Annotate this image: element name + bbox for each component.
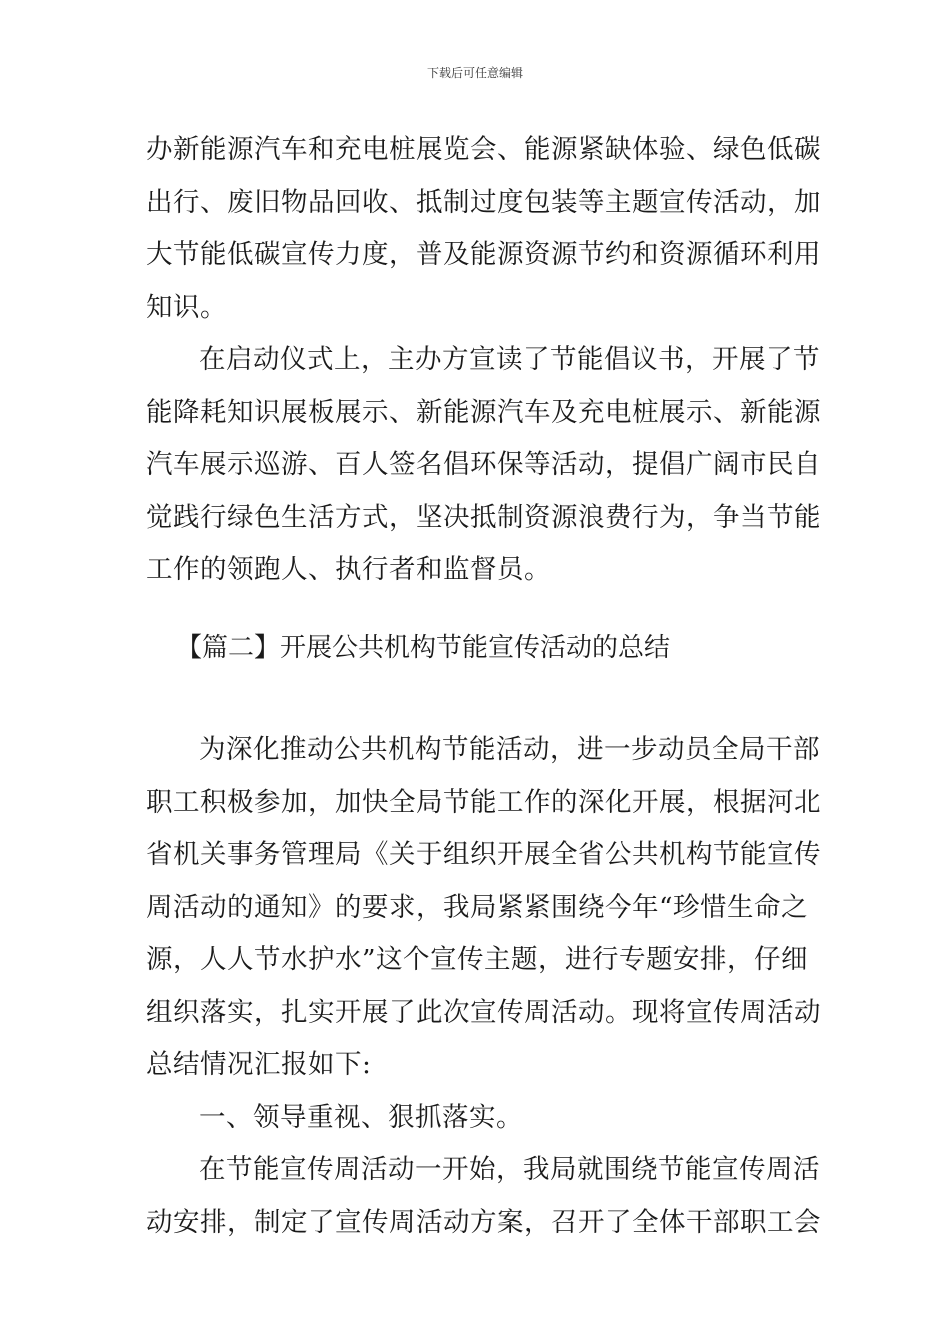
text-line: 大节能低碳宣传力度，普及能源资源节约和资源循环利用 <box>146 239 821 270</box>
text-line: 动安排，制定了宣传周活动方案，召开了全体干部职工会 <box>146 1206 821 1238</box>
body-section-2 <box>146 724 821 1249</box>
section-heading: 【篇二】开展公共机构节能宣传活动的总结 <box>176 633 671 663</box>
text-line: 能降耗知识展板展示、新能源汽车及充电桩展示、新能源 <box>146 396 821 428</box>
text-line: 职工积极参加，加快全局节能工作的深化开展，根据河北 <box>146 786 821 818</box>
text-line: 办新能源汽车和充电桩展览会、能源紧缺体验、绿色低碳 <box>146 134 821 165</box>
text-line: 省机关事务管理局《关于组织开展全省公共机构节能宣传 <box>146 839 821 870</box>
text-line: 在启动仪式上，主办方宣读了节能倡议书，开展了节 <box>199 344 820 375</box>
body-section-1 <box>146 124 821 597</box>
text-line: 在节能宣传周活动一开始，我局就围绕节能宣传周活 <box>199 1154 820 1185</box>
text-line: 工作的领跑人、执行者和监督员。 <box>146 554 551 585</box>
text-line: 总结情况汇报如下: <box>146 1049 372 1080</box>
text-line: 汽车展示巡游、百人签名倡环保等活动，提倡广阔市民自 <box>146 449 821 480</box>
text-line: 觉践行绿色生活方式，坚决抵制资源浪费行为，争当节能 <box>146 501 821 533</box>
page-header-note: 下载后可任意编辑 <box>426 66 523 80</box>
text-line: 出行、废旧物品回收、抵制过度包装等主题宣传活动，加 <box>146 186 821 218</box>
text-line: 源，人人节水护水”这个宣传主题，进行专题安排，仔细 <box>146 944 809 975</box>
text-line: 周活动的通知》的要求，我局紧紧围绕今年“珍惜生命之 <box>146 891 809 923</box>
text-line: 知识。 <box>146 291 227 323</box>
text-line: 组织落实，扎实开展了此次宣传周活动。现将宣传周活动 <box>146 996 821 1028</box>
text-line: 一、领导重视、狠抓落实。 <box>199 1101 523 1133</box>
text-line: 为深化推动公共机构节能活动，进一步动员全局干部 <box>199 734 820 765</box>
